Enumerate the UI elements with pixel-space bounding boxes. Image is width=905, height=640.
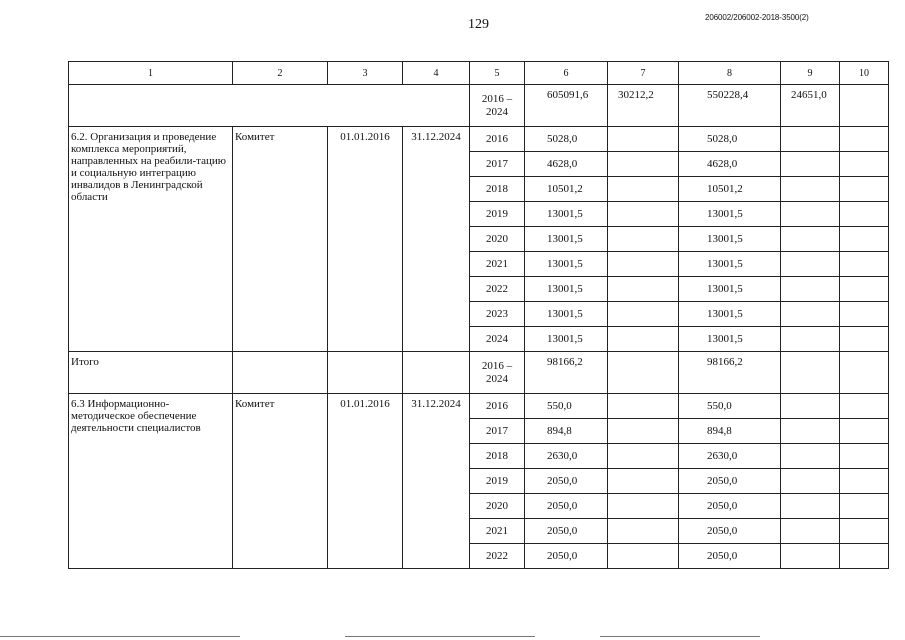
value-cell: 13001,5 bbox=[525, 252, 608, 277]
year-cell: 2016 – 2024 bbox=[470, 85, 525, 127]
value-cell: 5028,0 bbox=[525, 127, 608, 152]
value-cell: 13001,5 bbox=[525, 227, 608, 252]
activity-name: 6.2. Организация и проведение комплекса мероприятий, направленных на реабили-тацию и социальную интеграцию инвалидов в Ленинградской области bbox=[69, 127, 233, 352]
header-cell: 7 bbox=[608, 62, 679, 85]
year-cell: 2017 bbox=[470, 419, 525, 444]
header-cell: 3 bbox=[328, 62, 403, 85]
scan-edge-line bbox=[600, 636, 760, 637]
empty-cell bbox=[69, 85, 470, 127]
value-cell: 2050,0 bbox=[679, 519, 781, 544]
value-cell: 13001,5 bbox=[679, 252, 781, 277]
year-cell: 2020 bbox=[470, 227, 525, 252]
value-cell: 13001,5 bbox=[525, 327, 608, 352]
year-cell: 2018 bbox=[470, 444, 525, 469]
value-cell: 550,0 bbox=[679, 394, 781, 419]
value-cell: 5028,0 bbox=[679, 127, 781, 152]
start-date: 01.01.2016 bbox=[328, 394, 403, 569]
value-cell: 2630,0 bbox=[679, 444, 781, 469]
value-cell: 13001,5 bbox=[679, 302, 781, 327]
end-date: 31.12.2024 bbox=[403, 127, 470, 352]
value-cell: 605091,6 bbox=[525, 85, 608, 127]
table-row bbox=[69, 127, 889, 152]
activity-name: 6.3 Информационно-методическое обеспечение деятельности специалистов bbox=[69, 394, 233, 569]
value-cell: 550228,4 bbox=[679, 85, 781, 127]
total-row bbox=[69, 85, 889, 127]
year-cell: 2021 bbox=[470, 252, 525, 277]
value-cell: 2050,0 bbox=[679, 494, 781, 519]
year-cell: 2019 bbox=[470, 202, 525, 227]
header-row bbox=[69, 62, 889, 85]
value-cell: 2050,0 bbox=[525, 544, 608, 569]
year-cell: 2017 bbox=[470, 152, 525, 177]
year-cell: 2021 bbox=[470, 519, 525, 544]
value-cell: 2050,0 bbox=[525, 519, 608, 544]
year-cell: 2022 bbox=[470, 277, 525, 302]
header-cell: 9 bbox=[781, 62, 840, 85]
value-cell: 98166,2 bbox=[525, 352, 608, 394]
header-cell: 6 bbox=[525, 62, 608, 85]
header-cell: 2 bbox=[233, 62, 328, 85]
value-cell: 13001,5 bbox=[525, 302, 608, 327]
header-cell: 8 bbox=[679, 62, 781, 85]
end-date: 31.12.2024 bbox=[403, 394, 470, 569]
scan-edge-line bbox=[0, 636, 240, 637]
value-cell: 894,8 bbox=[679, 419, 781, 444]
header-cell: 4 bbox=[403, 62, 470, 85]
scan-edge-line bbox=[345, 636, 535, 637]
value-cell: 13001,5 bbox=[679, 327, 781, 352]
value-cell: 4628,0 bbox=[525, 152, 608, 177]
year-cell: 2016 bbox=[470, 127, 525, 152]
header-cell: 5 bbox=[470, 62, 525, 85]
value-cell: 550,0 bbox=[525, 394, 608, 419]
value-cell: 13001,5 bbox=[679, 277, 781, 302]
value-cell: 24651,0 bbox=[781, 85, 840, 127]
year-cell: 2019 bbox=[470, 469, 525, 494]
year-cell: 2020 bbox=[470, 494, 525, 519]
value-cell: 13001,5 bbox=[525, 202, 608, 227]
itogo-label: Итого bbox=[69, 352, 233, 394]
value-cell: 2050,0 bbox=[679, 469, 781, 494]
page-number: 129 bbox=[468, 17, 489, 32]
year-cell: 2022 bbox=[470, 544, 525, 569]
value-cell: 10501,2 bbox=[679, 177, 781, 202]
executor: Комитет bbox=[233, 127, 328, 352]
value-cell: 10501,2 bbox=[525, 177, 608, 202]
value-cell: 2050,0 bbox=[679, 544, 781, 569]
year-cell: 2024 bbox=[470, 327, 525, 352]
executor: Комитет bbox=[233, 394, 328, 569]
value-cell: 2050,0 bbox=[525, 469, 608, 494]
year-cell: 2023 bbox=[470, 302, 525, 327]
header-cell: 1 bbox=[69, 62, 233, 85]
value-cell: 2630,0 bbox=[525, 444, 608, 469]
table-row bbox=[69, 394, 889, 419]
value-cell: 2050,0 bbox=[525, 494, 608, 519]
itogo-row bbox=[69, 352, 889, 394]
year-cell: 2016 – 2024 bbox=[470, 352, 525, 394]
value-cell: 98166,2 bbox=[679, 352, 781, 394]
header-cell: 10 bbox=[840, 62, 889, 85]
value-cell: 13001,5 bbox=[679, 202, 781, 227]
budget-table bbox=[68, 61, 889, 569]
value-cell: 4628,0 bbox=[679, 152, 781, 177]
value-cell: 894,8 bbox=[525, 419, 608, 444]
value-cell: 13001,5 bbox=[525, 277, 608, 302]
value-cell: 13001,5 bbox=[679, 227, 781, 252]
value-cell: 30212,2 bbox=[608, 85, 679, 127]
year-cell: 2016 bbox=[470, 394, 525, 419]
year-cell: 2018 bbox=[470, 177, 525, 202]
start-date: 01.01.2016 bbox=[328, 127, 403, 352]
document-id: 206002/206002-2018-3500(2) bbox=[705, 13, 809, 22]
